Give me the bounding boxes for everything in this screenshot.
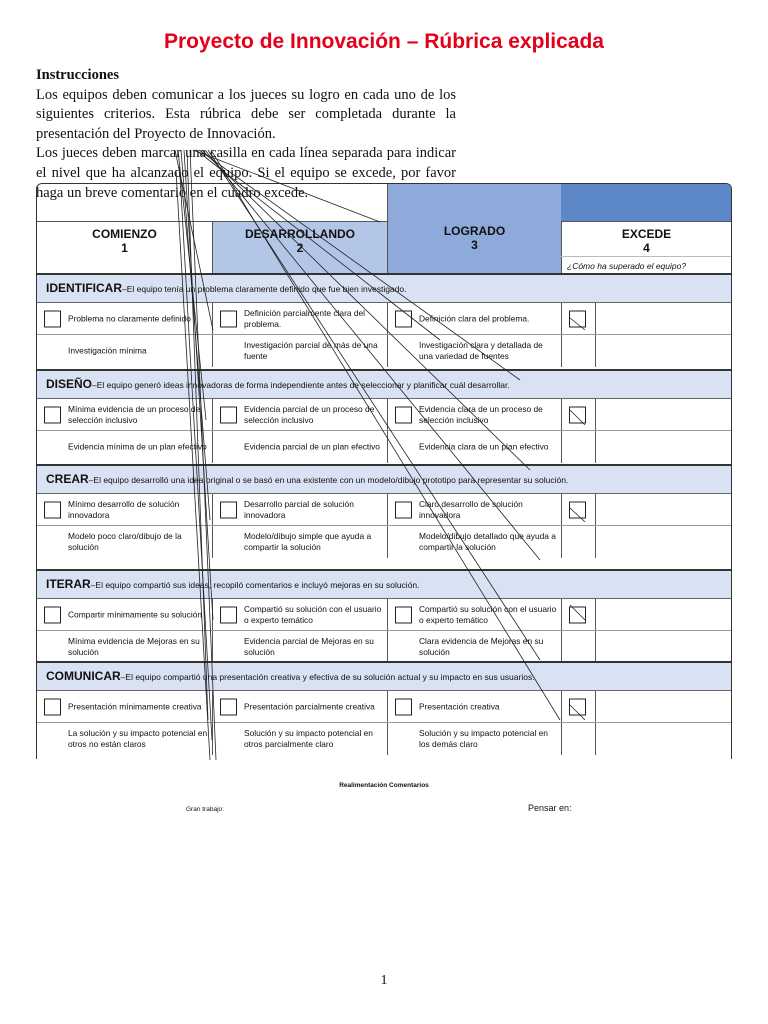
criteria-cell xyxy=(37,399,212,430)
criteria-cell xyxy=(212,335,387,367)
section-name: DISEÑO xyxy=(46,377,93,391)
criteria-text: Presentación mínimamente creativa xyxy=(68,701,202,711)
criteria-cell xyxy=(212,526,387,558)
level-number: 1 xyxy=(121,241,128,255)
criteria-text: Compartió su solución con el usuario o experto temático xyxy=(244,603,382,625)
criteria-text: Definición parcialmente clara del problema. xyxy=(244,307,366,329)
instructions-paragraph-2: Los jueces deben marcar una casilla en cada línea separada para indicar el nivel que ha alcanzado el equipo. Si el equipo se excede, por favor haga un breve comentario en el cuadro excede. xyxy=(36,145,456,201)
criteria-cell xyxy=(212,399,387,430)
criteria-cell xyxy=(387,303,561,334)
criteria-text: Solución y su impacto potencial en los demás claro xyxy=(419,728,548,749)
criteria-row xyxy=(37,399,731,431)
criteria-cell xyxy=(37,631,212,663)
section-name: ITERAR xyxy=(46,577,91,591)
level-checkbox[interactable] xyxy=(395,406,412,423)
level-checkbox[interactable] xyxy=(569,501,586,518)
criteria-text: Mínima evidencia de un proceso de selección inclusivo xyxy=(68,403,201,425)
level-checkbox[interactable] xyxy=(395,310,412,327)
level-checkbox[interactable] xyxy=(569,698,586,715)
excede-checkbox-cell xyxy=(561,399,595,430)
excede-comment-cell[interactable] xyxy=(595,723,731,755)
level-header-comienzo xyxy=(37,221,212,273)
criteria-text: Claro desarrollo de solución innovadora xyxy=(419,498,523,520)
criteria-cell xyxy=(387,335,561,367)
criteria-text: Evidencia mínima de un plan efectivo xyxy=(68,441,207,452)
instructions-paragraph-1: Los equipos deben comunicar a los jueces su logro en cada uno de los siguientes criterios. Esta rúbrica debe ser completada durante la presentación del Proyecto de Innovación. xyxy=(36,86,456,142)
instructions-heading: Instrucciones xyxy=(36,67,119,83)
level-checkbox[interactable] xyxy=(220,606,237,623)
section-name: IDENTIFICAR xyxy=(46,281,122,295)
criteria-cell xyxy=(212,431,387,463)
excede-comment-cell[interactable] xyxy=(595,691,731,722)
excede-checkbox-cell xyxy=(561,494,595,525)
criteria-text: Solución y su impacto potencial en otros parcialmente claro xyxy=(244,728,373,749)
excede-checkbox-cell xyxy=(561,723,595,755)
criteria-cell xyxy=(212,691,387,722)
level-checkbox[interactable] xyxy=(44,406,61,423)
section-header-1 xyxy=(37,369,731,399)
section-header-2 xyxy=(37,464,731,494)
criteria-row xyxy=(37,599,731,631)
criteria-text: Compartió su solución con el usuario o experto temático xyxy=(419,603,557,625)
criteria-text: Presentación parcialmente creativa xyxy=(244,701,375,711)
feedback-title: Realimentación Comentarios xyxy=(339,782,429,789)
level-checkbox[interactable] xyxy=(220,406,237,423)
section-name: CREAR xyxy=(46,472,89,486)
level-checkbox[interactable] xyxy=(44,606,61,623)
level-checkbox[interactable] xyxy=(44,310,61,327)
criteria-cell xyxy=(37,691,212,722)
level-checkbox[interactable] xyxy=(569,406,586,423)
section-description: –El equipo desarrolló una idea original o se basó en una existente con un modelo/dibujo prototipo para representar su solución. xyxy=(88,475,569,485)
excede-checkbox-cell xyxy=(561,631,595,663)
criteria-text: Desarrollo parcial de solución innovadora xyxy=(244,498,354,520)
excede-checkbox-cell xyxy=(561,303,595,334)
excede-comment-cell[interactable] xyxy=(595,335,731,367)
level-header-logrado xyxy=(387,184,561,273)
feedback-think-about-label: Pensar en: xyxy=(528,803,572,813)
criteria-cell xyxy=(37,723,212,755)
criteria-row xyxy=(37,723,731,755)
section-description: –El equipo generó ideas innovadoras de forma independiente antes de seleccionar y planificar cuál desarrollar. xyxy=(92,380,510,390)
excede-comment-cell[interactable] xyxy=(595,303,731,334)
criteria-text: Investigación parcial de más de una fuente xyxy=(244,340,378,361)
criteria-text: Evidencia clara de un plan efectivo xyxy=(419,441,549,452)
excede-header-band xyxy=(561,184,731,221)
level-checkbox[interactable] xyxy=(395,698,412,715)
level-number: 4 xyxy=(643,241,650,255)
excede-divider xyxy=(561,256,731,257)
criteria-text: Evidencia clara de un proceso de selección inclusivo xyxy=(419,403,543,425)
excede-checkbox-cell xyxy=(561,431,595,463)
criteria-cell xyxy=(37,303,212,334)
level-label: COMIENZO xyxy=(92,227,157,241)
page-title: Proyecto de Innovación – Rúbrica explicada xyxy=(164,30,604,53)
criteria-text: Modelo/dibujo detallado que ayuda a compartir la solución xyxy=(419,531,556,552)
section-header-4 xyxy=(37,661,731,691)
level-label: DESARROLLANDO xyxy=(245,227,355,241)
excede-checkbox-cell xyxy=(561,599,595,630)
criteria-row xyxy=(37,691,731,723)
level-header-desarrollando xyxy=(212,221,387,273)
criteria-row xyxy=(37,431,731,463)
section-header-0 xyxy=(37,273,731,303)
level-checkbox[interactable] xyxy=(220,698,237,715)
page-number: 1 xyxy=(380,973,388,988)
level-checkbox[interactable] xyxy=(44,698,61,715)
criteria-cell xyxy=(37,335,212,367)
criteria-cell xyxy=(37,599,212,630)
criteria-cell xyxy=(212,631,387,663)
criteria-text: Evidencia parcial de Mejoras en su solución xyxy=(244,636,374,657)
criteria-text: Presentación creativa xyxy=(419,701,500,711)
level-checkbox[interactable] xyxy=(44,501,61,518)
criteria-row xyxy=(37,631,731,663)
level-label: EXCEDE xyxy=(621,227,672,241)
criteria-cell xyxy=(387,691,561,722)
criteria-cell xyxy=(37,526,212,558)
level-header-excede xyxy=(561,221,731,273)
criteria-row xyxy=(37,303,731,335)
criteria-text: La solución y su impacto potencial en otros no están claros xyxy=(68,728,208,749)
level-checkbox[interactable] xyxy=(569,606,586,623)
rubric-table xyxy=(36,183,732,759)
level-checkbox[interactable] xyxy=(395,606,412,623)
level-number: 3 xyxy=(471,238,478,252)
section-name: COMUNICAR xyxy=(46,669,121,683)
criteria-row xyxy=(37,526,731,558)
criteria-text: Evidencia parcial de un proceso de selección inclusivo xyxy=(244,403,375,425)
excede-comment-cell[interactable] xyxy=(595,526,731,558)
criteria-cell xyxy=(387,494,561,525)
level-checkbox[interactable] xyxy=(395,501,412,518)
excede-comment-cell[interactable] xyxy=(595,399,731,430)
excede-checkbox-cell xyxy=(561,335,595,367)
criteria-cell xyxy=(387,431,561,463)
criteria-text: Clara evidencia de Mejoras en su solución xyxy=(419,636,544,657)
criteria-row xyxy=(37,335,731,367)
section-description: –El equipo compartió sus ideas, recopiló comentarios e incluyó mejoras en su solución. xyxy=(90,580,420,590)
criteria-cell xyxy=(387,399,561,430)
excede-comment-cell[interactable] xyxy=(595,494,731,525)
section-description: –El equipo tenía un problema claramente definido que fue bien investigado. xyxy=(122,284,407,294)
excede-comment-cell[interactable] xyxy=(595,631,731,663)
criteria-cell xyxy=(387,599,561,630)
criteria-text: Investigación clara y detallada de una variedad de fuentes xyxy=(419,340,543,361)
criteria-text: Evidencia parcial de un plan efectivo xyxy=(244,441,380,452)
criteria-text: Modelo/dibujo simple que ayuda a compartir la solución xyxy=(244,531,372,552)
level-checkbox[interactable] xyxy=(569,310,586,327)
criteria-text: Mínima evidencia de Mejoras en su solución xyxy=(68,636,200,657)
criteria-text: Investigación mínima xyxy=(68,345,147,356)
criteria-cell xyxy=(387,723,561,755)
feedback-great-work-label: Gran trabajo: xyxy=(186,806,224,813)
criteria-cell xyxy=(387,631,561,663)
excede-checkbox-cell xyxy=(561,691,595,722)
criteria-text: Compartir mínimamente su solución xyxy=(68,609,203,619)
excede-subtitle: ¿Cómo ha superado el equipo? xyxy=(567,261,687,271)
criteria-cell xyxy=(37,431,212,463)
level-checkbox[interactable] xyxy=(220,501,237,518)
criteria-cell xyxy=(212,599,387,630)
criteria-text: Modelo poco claro/dibujo de la solución xyxy=(68,531,182,552)
criteria-text: Definición clara del problema. xyxy=(419,313,530,323)
level-checkbox[interactable] xyxy=(220,310,237,327)
criteria-cell xyxy=(212,303,387,334)
criteria-text: Problema no claramente definido xyxy=(68,313,191,323)
excede-checkbox-cell xyxy=(561,526,595,558)
criteria-cell xyxy=(212,494,387,525)
excede-comment-cell[interactable] xyxy=(595,431,731,463)
criteria-text: Mínimo desarrollo de solución innovadora xyxy=(68,498,180,520)
criteria-cell xyxy=(212,723,387,755)
level-label: LOGRADO xyxy=(443,224,506,238)
level-number: 2 xyxy=(296,241,304,255)
section-description: –El equipo compartió una presentación creativa y efectiva de su solución actual y su impacto en sus usuarios. xyxy=(120,672,535,682)
section-header-3 xyxy=(37,569,731,599)
excede-comment-cell[interactable] xyxy=(595,599,731,630)
criteria-row xyxy=(37,494,731,526)
criteria-cell xyxy=(37,494,212,525)
criteria-cell xyxy=(387,526,561,558)
